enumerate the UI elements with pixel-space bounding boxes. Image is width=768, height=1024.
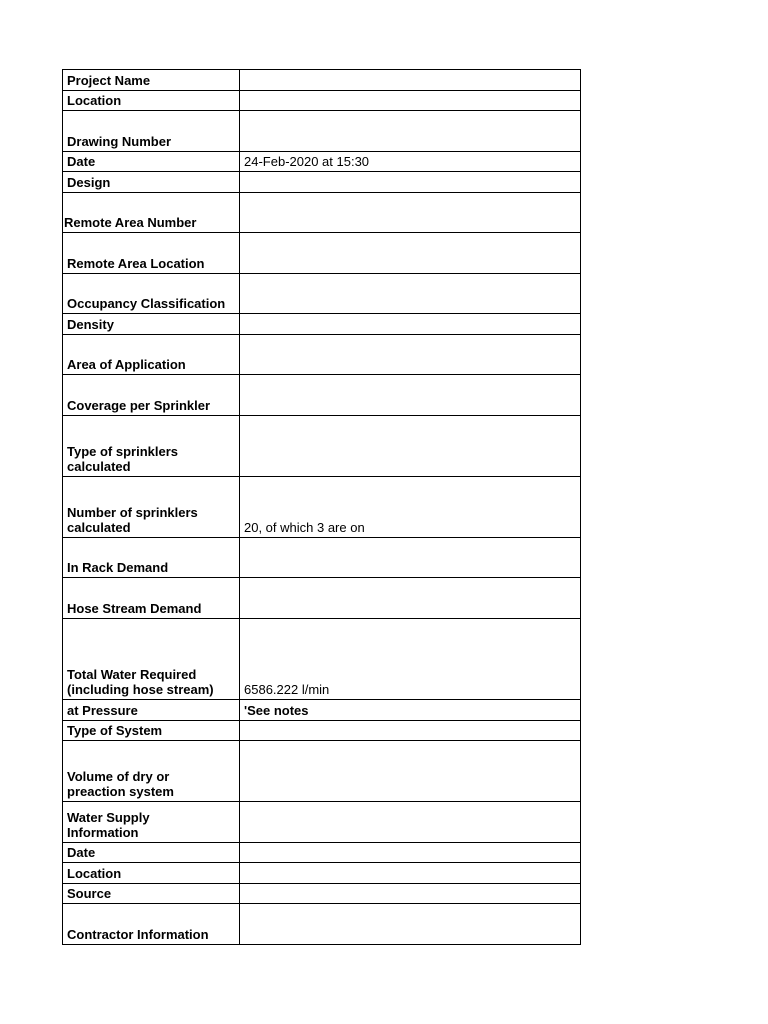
field-label-water-supply-location: Location bbox=[63, 863, 240, 884]
field-label-source: Source bbox=[63, 884, 240, 904]
field-label-remote-area-number: Remote Area Number bbox=[63, 193, 240, 233]
field-label-contractor-information: Contractor Information bbox=[63, 904, 240, 945]
field-label-project-name: Project Name bbox=[63, 70, 240, 91]
field-value-occupancy-classification[interactable] bbox=[240, 274, 581, 314]
field-label-text: Number of sprinklers calculated bbox=[67, 505, 198, 535]
table-row bbox=[63, 884, 581, 904]
field-label-water-supply-information bbox=[63, 802, 240, 843]
field-label-water-supply-date: Date bbox=[63, 843, 240, 863]
field-value-project-name[interactable] bbox=[240, 70, 581, 91]
table-row bbox=[63, 152, 581, 172]
field-label-at-pressure: at Pressure bbox=[63, 700, 240, 721]
table-row bbox=[63, 274, 581, 314]
field-value-total-water-required[interactable]: 6586.222 l/min bbox=[240, 619, 581, 700]
field-label-type-of-sprinklers bbox=[63, 416, 240, 477]
field-value-drawing-number[interactable] bbox=[240, 111, 581, 152]
table-row bbox=[63, 111, 581, 152]
table-row bbox=[63, 335, 581, 375]
table-row bbox=[63, 843, 581, 863]
field-value-in-rack-demand[interactable] bbox=[240, 538, 581, 578]
field-label-remote-area-location: Remote Area Location bbox=[63, 233, 240, 274]
table-row bbox=[63, 477, 581, 538]
field-label-date: Date bbox=[63, 152, 240, 172]
field-label-total-water-required bbox=[63, 619, 240, 700]
field-value-at-pressure[interactable]: 'See notes bbox=[240, 700, 581, 721]
field-value-source[interactable] bbox=[240, 884, 581, 904]
field-label-volume-of-dry-system bbox=[63, 741, 240, 802]
table-row bbox=[63, 314, 581, 335]
table-row bbox=[63, 233, 581, 274]
table-row bbox=[63, 802, 581, 843]
table-row bbox=[63, 700, 581, 721]
field-label-number-of-sprinklers bbox=[63, 477, 240, 538]
field-label-text: Volume of dry or preaction system bbox=[67, 769, 174, 799]
field-value-design[interactable] bbox=[240, 172, 581, 193]
field-label-type-of-system: Type of System bbox=[63, 721, 240, 741]
field-value-date[interactable]: 24-Feb-2020 at 15:30 bbox=[240, 152, 581, 172]
field-label-coverage-per-sprinkler: Coverage per Sprinkler bbox=[63, 375, 240, 416]
field-value-water-supply-location[interactable] bbox=[240, 863, 581, 884]
field-value-number-of-sprinklers[interactable]: 20, of which 3 are on bbox=[240, 477, 581, 538]
field-value-water-supply-information[interactable] bbox=[240, 802, 581, 843]
field-label-location: Location bbox=[63, 91, 240, 111]
table-row bbox=[63, 91, 581, 111]
field-value-remote-area-number[interactable] bbox=[240, 193, 581, 233]
field-value-coverage-per-sprinkler[interactable] bbox=[240, 375, 581, 416]
field-label-density: Density bbox=[63, 314, 240, 335]
field-label-hose-stream-demand: Hose Stream Demand bbox=[63, 578, 240, 619]
table-row bbox=[63, 538, 581, 578]
table-row bbox=[63, 741, 581, 802]
table-row bbox=[63, 193, 581, 233]
table-row bbox=[63, 70, 581, 91]
table-row bbox=[63, 721, 581, 741]
field-label-occupancy-classification: Occupancy Classification bbox=[63, 274, 240, 314]
field-label-text: Type of sprinklers calculated bbox=[67, 444, 179, 474]
field-label-text: Water Supply Information bbox=[67, 810, 150, 840]
field-label-in-rack-demand: In Rack Demand bbox=[63, 538, 240, 578]
field-value-water-supply-date[interactable] bbox=[240, 843, 581, 863]
table-row bbox=[63, 375, 581, 416]
field-label-text: Total Water Required (including hose stream) bbox=[67, 667, 214, 697]
field-value-hose-stream-demand[interactable] bbox=[240, 578, 581, 619]
field-label-area-of-application: Area of Application bbox=[63, 335, 240, 375]
table-row bbox=[63, 578, 581, 619]
field-value-type-of-sprinklers[interactable] bbox=[240, 416, 581, 477]
table-row bbox=[63, 863, 581, 884]
table-row bbox=[63, 416, 581, 477]
table-row bbox=[63, 619, 581, 700]
field-value-remote-area-location[interactable] bbox=[240, 233, 581, 274]
field-value-location[interactable] bbox=[240, 91, 581, 111]
field-value-contractor-information[interactable] bbox=[240, 904, 581, 945]
table-row bbox=[63, 172, 581, 193]
field-value-area-of-application[interactable] bbox=[240, 335, 581, 375]
field-label-design: Design bbox=[63, 172, 240, 193]
table-row bbox=[63, 904, 581, 945]
field-value-type-of-system[interactable] bbox=[240, 721, 581, 741]
field-value-density[interactable] bbox=[240, 314, 581, 335]
field-value-volume-of-dry-system[interactable] bbox=[240, 741, 581, 802]
field-label-drawing-number: Drawing Number bbox=[63, 111, 240, 152]
hydraulic-calculation-summary-table bbox=[62, 69, 581, 945]
